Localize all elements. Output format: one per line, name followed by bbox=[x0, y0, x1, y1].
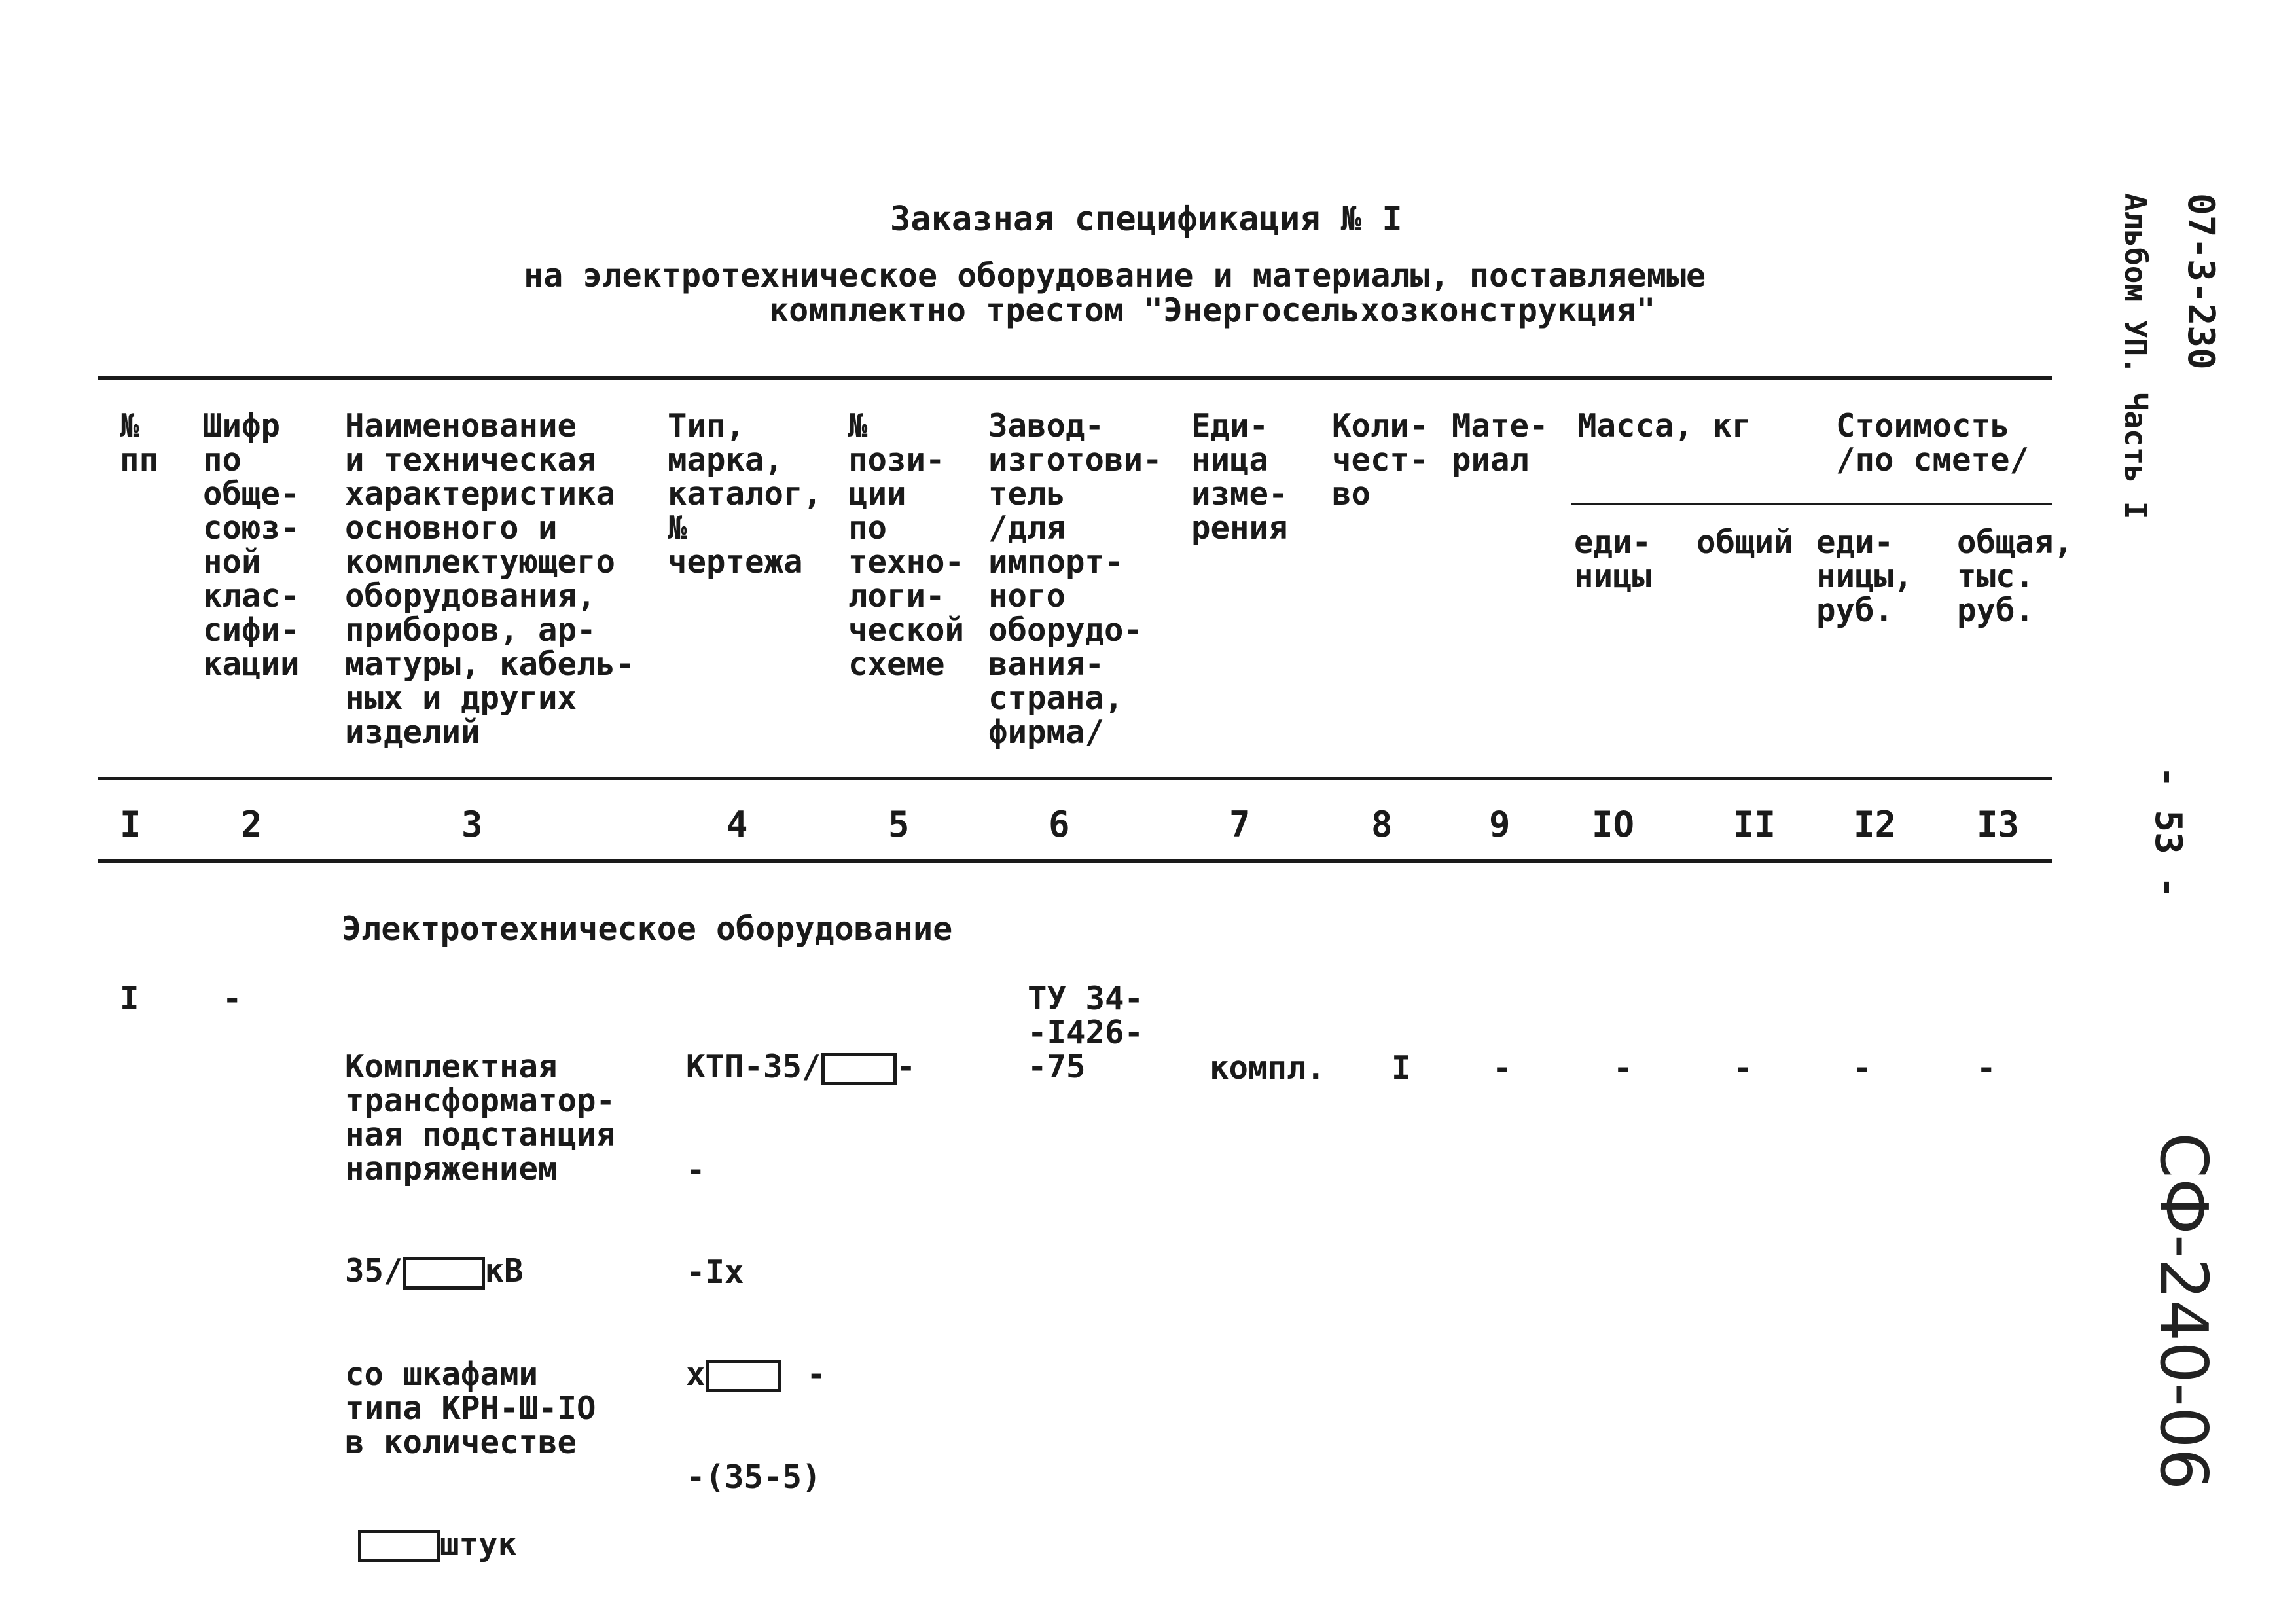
spec-title: Заказная спецификация № I bbox=[890, 200, 1403, 239]
side-album-part: Альбом УП. Часть I bbox=[2118, 193, 2153, 520]
count-blank-box bbox=[358, 1530, 440, 1562]
header-mass-unit: еди- ницы bbox=[1574, 524, 1652, 595]
header-quantity: Коли- чест- во bbox=[1332, 407, 1429, 513]
row-classification-code: - bbox=[223, 980, 242, 1017]
row-name-cabinets: со шкафами типа КРН-Ш-IO в количестве bbox=[345, 1355, 596, 1461]
row-cost-total: - bbox=[1977, 1049, 1996, 1087]
header-position: № пози- ции по техно- логи- ческой схеме bbox=[848, 407, 965, 683]
row-name-voltage: 35/ кВ bbox=[345, 1252, 524, 1290]
row-name-count: штук bbox=[345, 1528, 615, 1563]
col-number-4: 4 bbox=[726, 804, 748, 845]
row-manufacturer: ТУ 34- -I426- -75 bbox=[1028, 980, 1144, 1085]
row-type: КТП-35/ - - -Ix x - -(35-5) bbox=[686, 1048, 916, 1496]
header-material: Мате- риал bbox=[1452, 407, 1549, 478]
header-cost-unit: еди- ницы, руб. bbox=[1816, 524, 1913, 629]
col-number-5: 5 bbox=[888, 804, 910, 845]
section-title: Электротехническое оборудование bbox=[342, 910, 953, 948]
col-number-10: IO bbox=[1592, 804, 1635, 845]
spec-subtitle-line2: комплектно трестом "Энергосельхозконструкция" bbox=[769, 291, 1656, 329]
col-number-7: 7 bbox=[1229, 804, 1251, 845]
col-number-1: I bbox=[120, 804, 141, 845]
header-mass: Масса, кг bbox=[1577, 407, 1751, 444]
header-name: Наименование и техническая характеристика основного и комплектующего оборудования, приборов, ар- матуры, кабель- ных и других изделий bbox=[345, 407, 635, 751]
col-number-9: 9 bbox=[1489, 804, 1511, 845]
column-numbers-rule bbox=[98, 859, 2052, 863]
spec-subtitle-line1: на электротехническое оборудование и материалы, поставляемые bbox=[524, 257, 1706, 295]
header-bottom-rule bbox=[98, 777, 2052, 780]
type-blank-box-1 bbox=[821, 1053, 897, 1085]
row-number: I bbox=[120, 980, 139, 1017]
header-classification-code: Шифр по обще- союз- ной клас- сифи- кации bbox=[203, 407, 300, 683]
voltage-blank-box bbox=[403, 1257, 485, 1290]
header-cost-total: общая, тыс. руб. bbox=[1957, 524, 2073, 629]
header-top-rule bbox=[98, 376, 2052, 380]
row-unit: компл. bbox=[1210, 1049, 1326, 1087]
col-number-8: 8 bbox=[1371, 804, 1393, 845]
row-mass-unit: - bbox=[1613, 1049, 1633, 1087]
col-number-11: II bbox=[1733, 804, 1776, 845]
row-name bbox=[345, 982, 615, 1597]
side-handwritten-stamp: СФ-240-06 bbox=[2145, 1132, 2222, 1490]
side-document-code: 07-3-230 bbox=[2179, 193, 2222, 370]
row-mass-total: - bbox=[1733, 1049, 1753, 1087]
row-material: - bbox=[1492, 1049, 1512, 1087]
col-number-13: I3 bbox=[1977, 804, 2020, 845]
row-quantity: I bbox=[1391, 1049, 1411, 1087]
col-number-3: 3 bbox=[461, 804, 483, 845]
col-number-2: 2 bbox=[241, 804, 262, 845]
row-name-main: Комплектная трансформатор- ная подстанция напряжением bbox=[345, 1048, 616, 1187]
side-page-number: - 53 - bbox=[2147, 766, 2189, 899]
header-unit: Еди- ница изме- рения bbox=[1191, 407, 1288, 547]
type-blank-box-2 bbox=[706, 1360, 781, 1392]
header-mass-total: общий bbox=[1696, 524, 1793, 561]
col-number-12: I2 bbox=[1854, 804, 1897, 845]
header-type: Тип, марка, каталог, № чертежа bbox=[668, 407, 823, 581]
header-no: № пп bbox=[120, 407, 159, 478]
mass-subheader-rule bbox=[1571, 503, 2052, 505]
header-cost: Стоимость /по смете/ bbox=[1836, 407, 2030, 478]
row-cost-unit: - bbox=[1852, 1049, 1872, 1087]
header-manufacturer: Завод- изготови- тель /для импорт- ного оборудо- вания- страна, фирма/ bbox=[988, 407, 1162, 751]
col-number-6: 6 bbox=[1049, 804, 1070, 845]
